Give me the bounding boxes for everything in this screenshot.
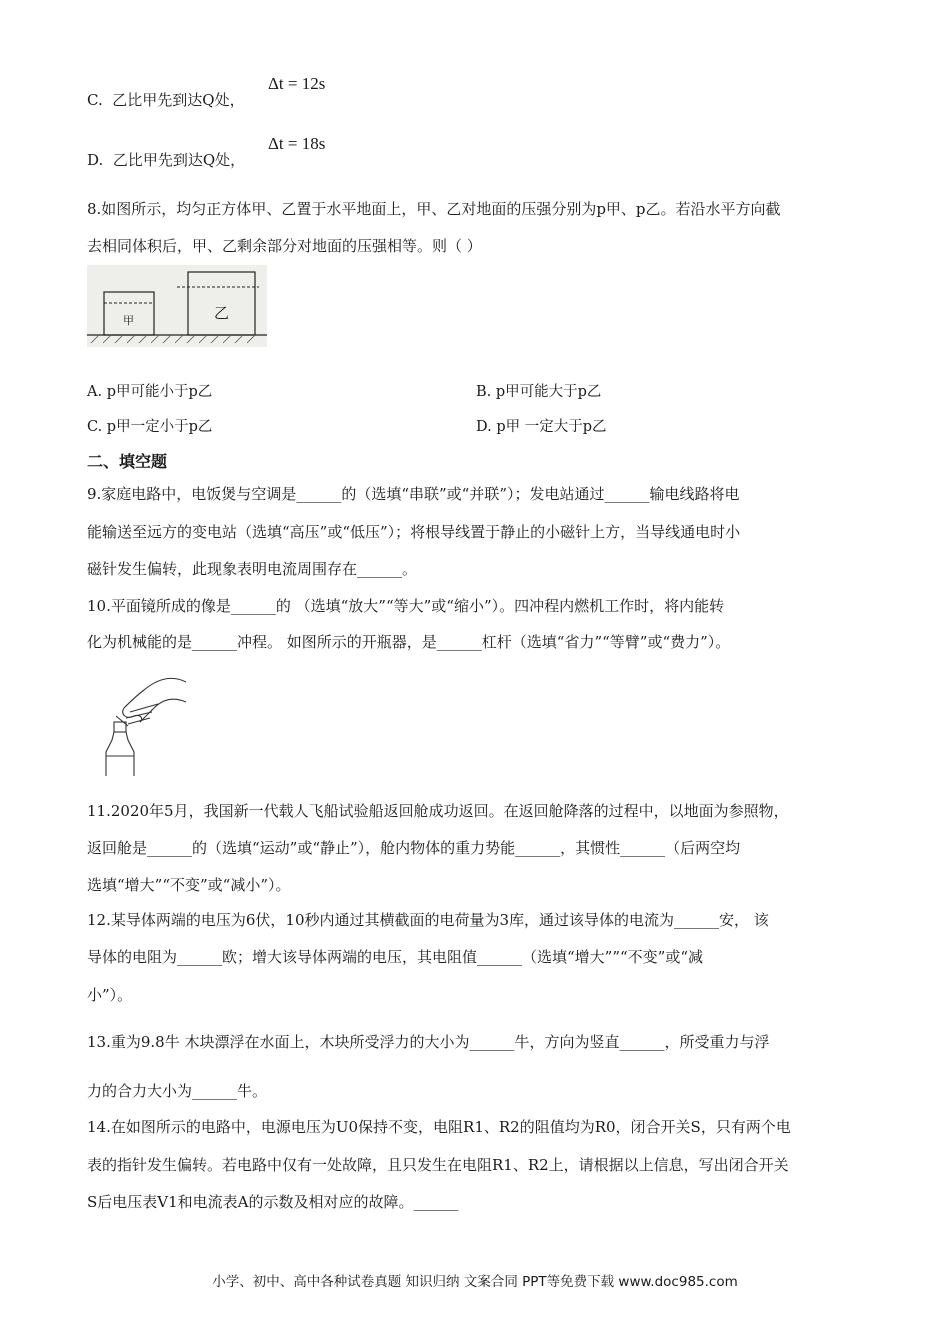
q14-line-1: 14.在如图所示的电路中，电源电压为U0保持不变，电阻R1、R2的阻值均为R0，闭合开关S，只有两个电 bbox=[87, 1118, 791, 1136]
option-c-formula-lhs: Δt = bbox=[268, 74, 302, 93]
q12-line-2: 导体的电阻为______欧；增大该导体两端的电压，其电阻值______（选填“增大””“不变”或“减 bbox=[87, 948, 704, 966]
section-heading-fill-blank: 二、填空题 bbox=[87, 452, 168, 471]
q9-line-3: 磁针发生偏转，此现象表明电流周围存在______。 bbox=[87, 560, 418, 578]
q11-line-3: 选填“增大”“不变”或“减小”）。 bbox=[87, 876, 291, 894]
q10-line-1: 10.平面镜所成的像是______的 （选填“放大”“等大”或“缩小”）。四冲程内燃机工作时，将内能转 bbox=[87, 597, 725, 615]
q11-line-2: 返回舱是______的（选填“运动”或“静止”），舱内物体的重力势能______，其惯性______（后两空均 bbox=[87, 839, 741, 857]
page-footer: 小学、初中、高中各种试卷真题 知识归纳 文案合同 PPT等免费下载 www.doc985.com bbox=[212, 1274, 738, 1290]
option-d-label: D. bbox=[87, 151, 104, 169]
q10-line-2: 化为机械能的是______冲程。 如图所示的开瓶器，是______杠杆（选填“省力”“等臂”或“费力”）。 bbox=[87, 633, 731, 651]
option-d bbox=[87, 150, 245, 170]
q8-line-1: 8.如图所示，均匀正方体甲、乙置于水平地面上，甲、乙对地面的压强分别为p甲、p乙。若沿水平方向截 bbox=[87, 200, 781, 218]
q14-line-3: S后电压表V1和电流表A的示数及相对应的故障。______ bbox=[87, 1193, 459, 1211]
q8-line-2: 去相同体积后，甲、乙剩余部分对地面的压强相等。则（ ） bbox=[87, 237, 482, 255]
option-c-formula-val: 12s bbox=[301, 74, 326, 93]
q11-line-1: 11.2020年5月，我国新一代载人飞船试验船返回舱成功返回。在返回舱降落的过程中，以地面为参照物， bbox=[87, 802, 789, 820]
q9-line-2: 能输送至远方的变电站（选填“高压”或“低压”）；将根导线置于静止的小磁针上方，当导线通电时小 bbox=[87, 523, 741, 541]
option-d-formula bbox=[268, 134, 325, 154]
q13-line-1: 13.重为9.8牛 木块漂浮在水面上，木块所受浮力的大小为______牛，方向为竖直______，所受重力与浮 bbox=[87, 1033, 770, 1051]
bottle-opener-drawing bbox=[100, 668, 192, 776]
option-c-text: 乙比甲先到达Q处， bbox=[112, 91, 245, 109]
option-c-label: C. bbox=[87, 91, 103, 109]
q8-label-yi: 乙 bbox=[214, 304, 230, 322]
q12-line-1: 12.某导体两端的电压为6伏，10秒内通过其横截面的电荷量为3库，通过该导体的电流为______安， 该 bbox=[87, 911, 769, 929]
option-c bbox=[87, 90, 245, 110]
q8-choice-a[interactable]: A. p甲可能小于p乙 bbox=[87, 384, 213, 400]
q13-line-2: 力的合力大小为______牛。 bbox=[87, 1082, 268, 1100]
q8-figure bbox=[87, 265, 267, 347]
q8-label-jia: 甲 bbox=[123, 314, 134, 327]
q8-choice-d[interactable]: D. p甲 一定大于p乙 bbox=[476, 419, 607, 435]
option-c-formula bbox=[268, 74, 325, 94]
q8-choice-c[interactable]: C. p甲一定小于p乙 bbox=[87, 419, 213, 435]
option-d-formula-lhs: Δt = bbox=[268, 134, 302, 153]
bottle-opener-figure bbox=[100, 668, 192, 776]
q8-choice-b[interactable]: B. p甲可能大于p乙 bbox=[476, 384, 602, 400]
q9-line-1: 9.家庭电路中，电饭煲与空调是______的（选填“串联”或“并联”）；发电站通过______输电线路将电 bbox=[87, 485, 740, 503]
q12-line-3: 小”）。 bbox=[87, 986, 133, 1004]
q8-figure-drawing bbox=[87, 265, 267, 347]
option-d-text: 乙比甲先到达Q处， bbox=[112, 151, 246, 169]
q14-line-2: 表的指针发生偏转。若电路中仅有一处故障，且只发生在电阻R1、R2上，请根据以上信息，写出闭合开关 bbox=[87, 1156, 789, 1174]
option-d-formula-val: 18s bbox=[301, 134, 326, 153]
